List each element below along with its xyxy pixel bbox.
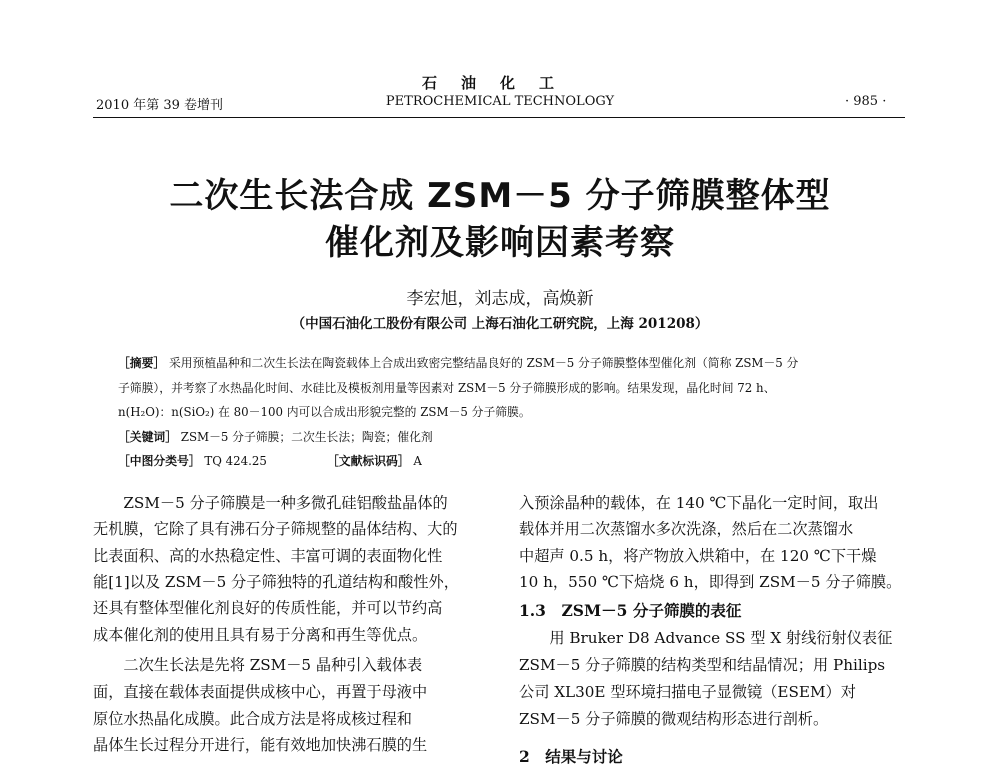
issue-label: 2010 年第 39 卷增刊 — [96, 98, 224, 113]
body-line: 用 Bruker D8 Advance SS 型 X 射线衍射仪表征 — [519, 629, 893, 647]
classification-text: TQ 424.25 — [204, 454, 267, 468]
abstract-line-2: 子筛膜），并考察了水热晶化时间、水硅比及模板剂用量等因素对 ZSM－5 分子筛膜形成的影响。结果发现，晶化时间 72 h、 — [118, 381, 776, 395]
journal-name-en: PETROCHEMICAL TECHNOLOGY — [385, 94, 615, 109]
body-line: 无机膜，它除了具有沸石分子筛规整的晶体结构、大的 — [93, 520, 458, 538]
body-line: 原位水热晶化成膜。此合成方法是将成核过程和 — [93, 710, 412, 728]
body-line: ZSM－5 分子筛膜的结构类型和结晶情况；用 Philips — [519, 656, 886, 674]
body-line: 能[1]以及 ZSM－5 分子筛独特的孔道结构和酸性外， — [93, 573, 459, 591]
body-line: 公司 XL30E 型环境扫描电子显微镜（ESEM）对 — [519, 683, 856, 701]
abstract-line-3: n(H₂O)：n(SiO₂) 在 80－100 内可以合成出形貌完整的 ZSM－5 分子筛膜。 — [118, 405, 531, 419]
paper-title-line-1: 二次生长法合成 ZSM－5 分子筛膜整体型 — [169, 176, 831, 216]
journal-name-cn: 石油化工 — [421, 74, 578, 92]
document-code-text: A — [413, 454, 422, 468]
body-line: ZSM－5 分子筛膜是一种多微孔硅铝酸盐晶体的 — [93, 494, 448, 512]
body-line: 成本催化剂的使用且具有易于分离和再生等优点。 — [93, 626, 428, 644]
body-line: ZSM－5 分子筛膜的微观结构形态进行剖析。 — [519, 710, 829, 728]
keywords-label: ［关键词］ — [118, 430, 177, 444]
classification-number — [118, 452, 267, 469]
abstract-text: 采用预植晶种和二次生长法在陶瓷载体上合成出致密完整结晶良好的 ZSM－5 分子筛膜整体型催化剂（简称 ZSM－5 分 — [168, 356, 799, 370]
document-code-label: ［文献标识码］ — [327, 454, 410, 468]
body-line: 晶体生长过程分开进行，能有效地加快沸石膜的生 — [93, 736, 428, 754]
paper-title-line-2: 催化剂及影响因素考察 — [325, 223, 675, 263]
header-rule — [93, 117, 905, 118]
keywords-text: ZSM－5 分子筛膜；二次生长法；陶瓷；催化剂 — [180, 430, 433, 444]
abstract-line-1 — [118, 354, 888, 371]
section-heading-2: 2 结果与讨论 — [519, 747, 623, 766]
body-line: 中超声 0.5 h，将产物放入烘箱中，在 120 ℃下干燥 — [519, 547, 877, 565]
document-code — [327, 452, 422, 469]
classification-label: ［中图分类号］ — [118, 454, 201, 468]
body-line: 面，直接在载体表面提供成核中心，再置于母液中 — [93, 683, 428, 701]
body-line: 10 h，550 ℃下焙烧 6 h，即得到 ZSM－5 分子筛膜。 — [519, 573, 902, 591]
authors: 李宏旭，刘志成，高焕新 — [406, 289, 594, 309]
page-number: · 985 · — [845, 94, 887, 109]
body-line: 比表面积、高的水热稳定性、丰富可调的表面物化性 — [93, 547, 443, 565]
body-line: 二次生长法是先将 ZSM－5 晶种引入载体表 — [93, 656, 423, 674]
body-line: 还具有整体型催化剂良好的传质性能，并可以节约高 — [93, 599, 443, 617]
body-line: 载体并用二次蒸馏水多次洗涤，然后在二次蒸馏水 — [519, 520, 854, 538]
affiliation: （中国石油化工股份有限公司 上海石油化工研究院，上海 201208） — [291, 316, 709, 332]
abstract-label: ［摘要］ — [118, 356, 166, 370]
section-heading-1-3: 1.3 ZSM－5 分子筛膜的表征 — [519, 601, 742, 620]
keywords — [118, 428, 433, 445]
body-line: 入预涂晶种的载体，在 140 ℃下晶化一定时间，取出 — [519, 494, 879, 512]
